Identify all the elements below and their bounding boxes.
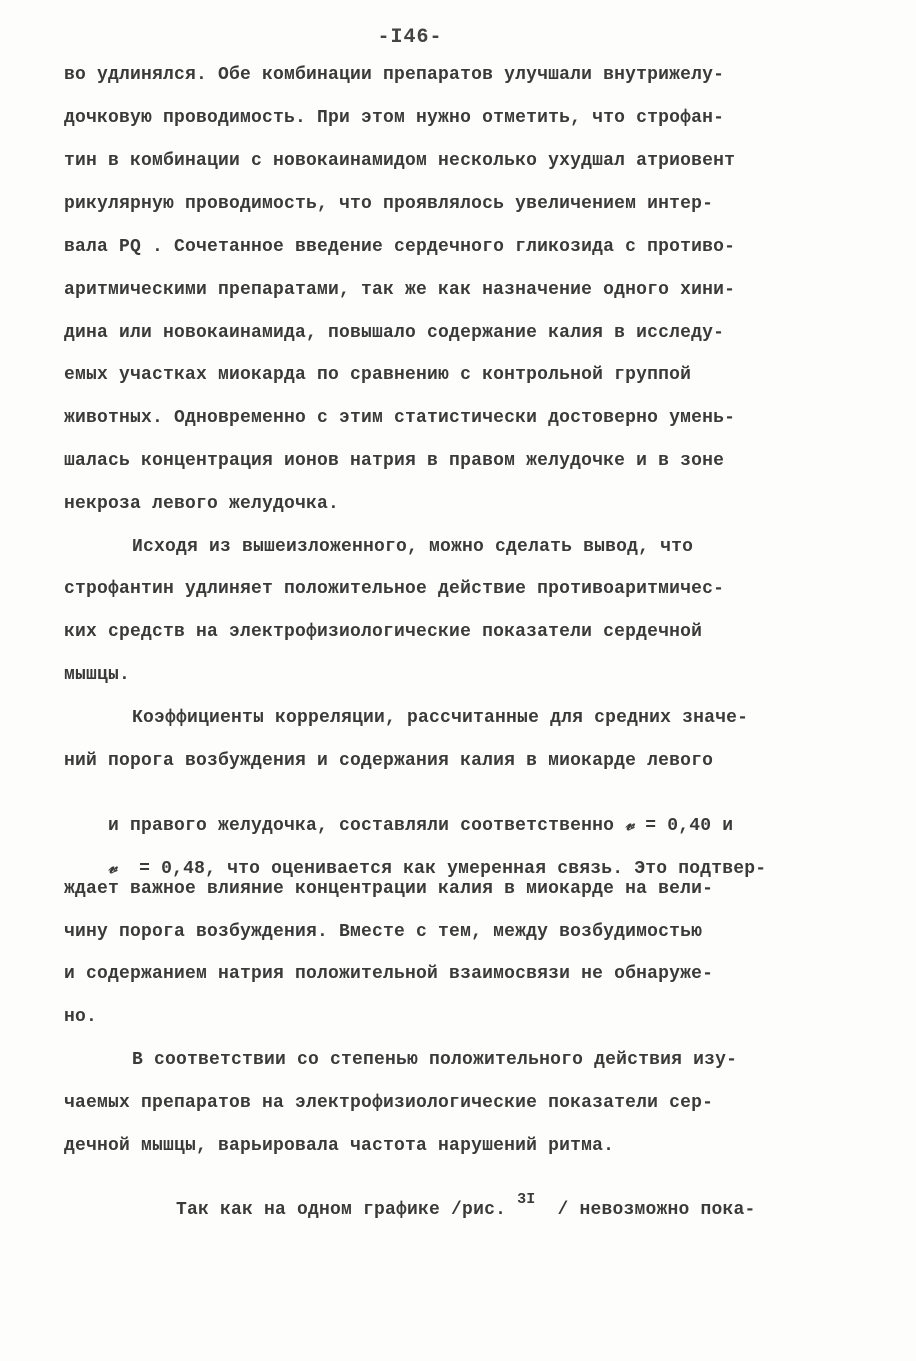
text-line: дечной мышцы, варьировала частота нарушений ритма. xyxy=(64,1136,615,1156)
text-fragment: / невозможно пока- xyxy=(557,1200,756,1220)
text-line: шалась концентрация ионов натрия в правом желудочке и в зоне xyxy=(64,451,725,471)
text-line: животных. Одновременно с этим статистически достоверно умень- xyxy=(64,408,736,428)
text-line: тин в комбинации с новокаинамидом несколько ухудшал атриовент xyxy=(64,151,736,171)
text-line: чину порога возбуждения. Вместе с тем, между возбудимостью xyxy=(64,922,703,942)
text-line: чаемых препаратов на электрофизиологические показатели сер- xyxy=(64,1093,714,1113)
text-line: но. xyxy=(64,1007,98,1027)
text-line: вала PQ . Сочетанное введение сердечного гликозида с противо- xyxy=(64,237,736,257)
paragraph-start-line xyxy=(132,1177,756,1244)
text-line: дочковую проводимость. При этом нужно отметить, что строфан- xyxy=(64,108,725,128)
text-fragment: = 0,48, что оценивается как умеренная связь. Это подтвер- xyxy=(139,859,767,879)
text-line: дина или новокаинамида, повышало содержание калия в исследу- xyxy=(64,323,725,343)
text-fragment: и правого желудочка, составляли соответственно xyxy=(108,816,615,836)
paragraph-start-line: Коэффициенты корреляции, рассчитанные для средних значе- xyxy=(132,708,749,728)
text-line: аритмическими препаратами, так же как назначение одного хини- xyxy=(64,280,736,300)
figure-number: 3I xyxy=(517,1191,536,1208)
text-line: ких средств на электрофизиологические показатели сердечной xyxy=(64,622,703,642)
text-line: ждает важное влияние концентрации калия в миокарде на вели- xyxy=(64,879,714,899)
correlation-symbol: 𝓋 xyxy=(625,814,635,835)
text-fragment: Так как на одном графике /рис. xyxy=(176,1200,507,1220)
text-line: и содержанием натрия положительной взаимосвязи не обнаруже- xyxy=(64,964,714,984)
correlation-symbol: 𝓋 xyxy=(108,857,118,878)
text-line: ний порога возбуждения и содержания калия в миокарде левого xyxy=(64,751,714,771)
paragraph-start-line: Исходя из вышеизложенного, можно сделать вывод, что xyxy=(132,537,694,557)
text-line: строфантин удлиняет положительное действие противоаритмичес- xyxy=(64,579,725,599)
correlation-value: = 0,40 и xyxy=(645,816,734,836)
text-line: мышцы. xyxy=(64,665,131,685)
text-line: некроза левого желудочка. xyxy=(64,494,340,514)
text-line: рикулярную проводимость, что проявлялось увеличением интер- xyxy=(64,194,714,214)
page-number: -I46- xyxy=(377,26,443,49)
text-line: во удлинялся. Обе комбинации препаратов улучшали внутрижелу- xyxy=(64,65,725,85)
paragraph-start-line: В соответствии со степенью положительного действия изу- xyxy=(132,1050,738,1070)
text-line: емых участках миокарда по сравнению с контрольной группой xyxy=(64,365,692,385)
